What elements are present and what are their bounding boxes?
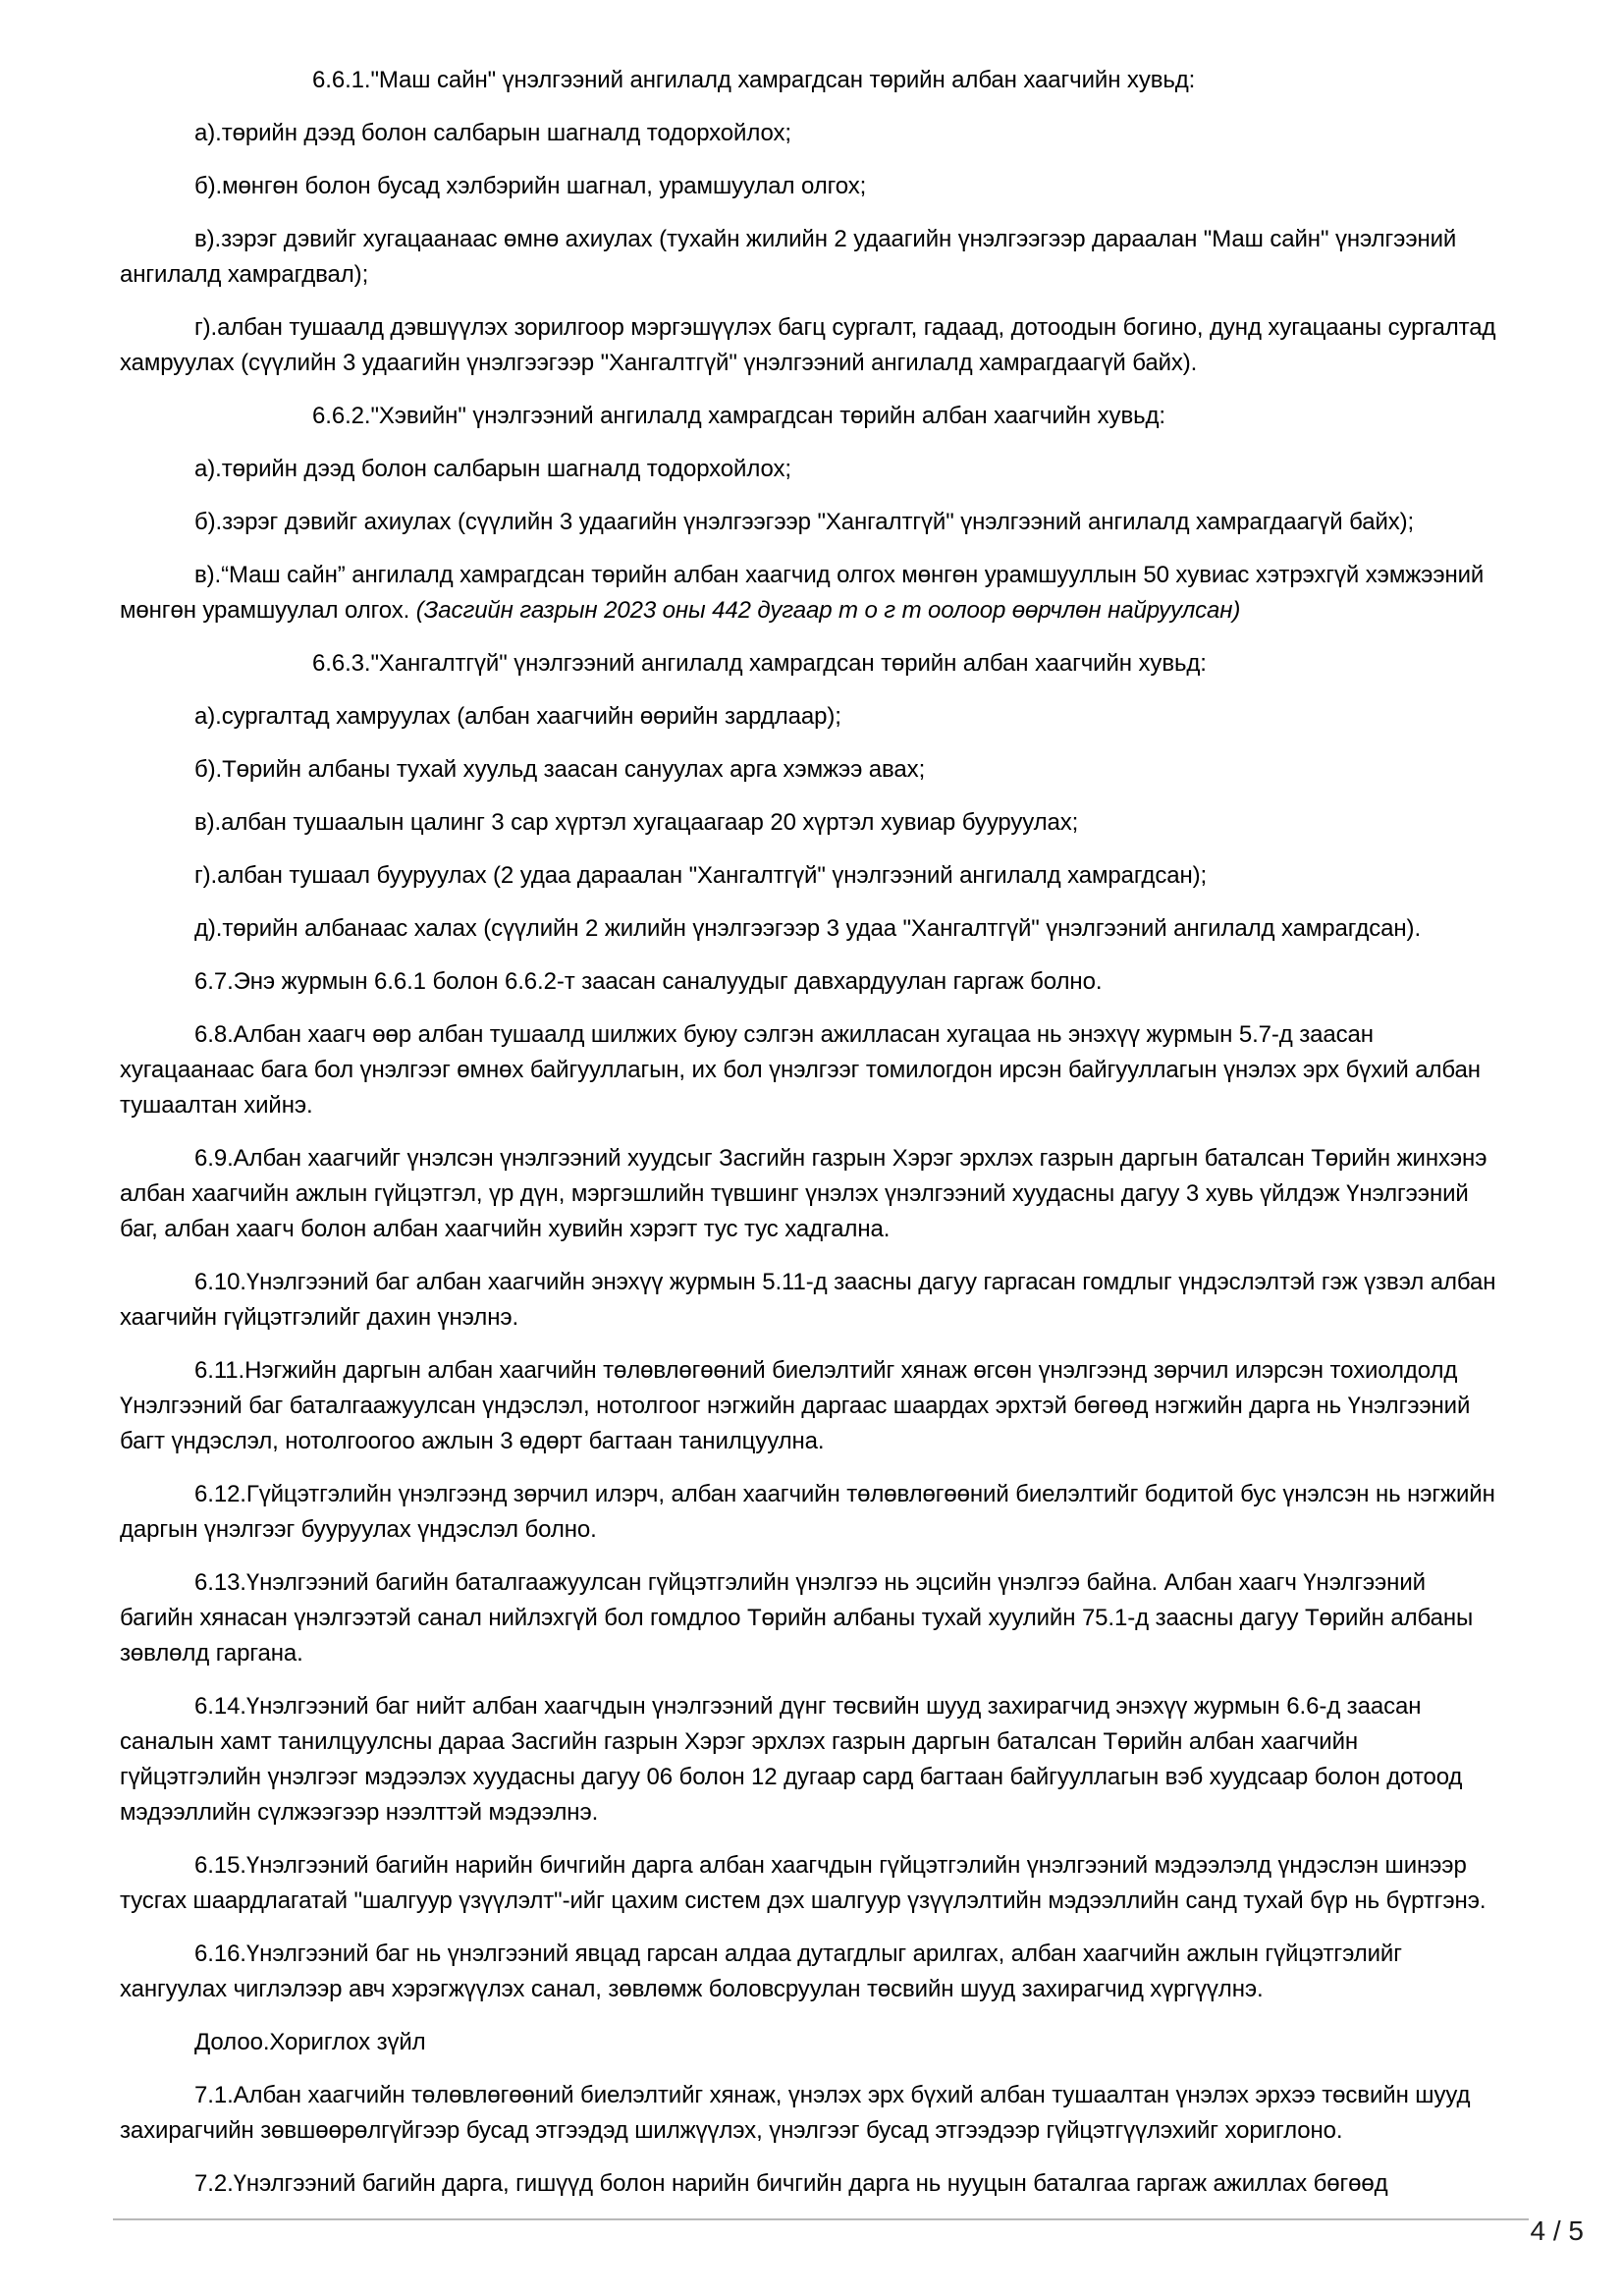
paragraph — [120, 2166, 1502, 2202]
paragraph — [120, 1265, 1502, 1336]
paragraph — [120, 222, 1502, 293]
page-number: 4 / 5 — [1530, 2215, 1584, 2246]
paragraph — [120, 1353, 1502, 1459]
paragraph-text: 7.1.Албан хаагчийн төлөвлөгөөний биелэлтийг хянаж, үнэлэх эрх бүхий албан тушаалтан үнэлэх эрхээ төсвийн шууд захирагчийн зөвшөөрөлгүйгээр бусад этгээдэд шилжүүлэх, үнэлгээг бусад этгээдээр гүйцэтгүүлэхийг хориглоно. — [120, 2082, 1471, 2144]
paragraph-text: д).төрийн албанаас халах (сүүлийн 2 жилийн үнэлгээгээр 3 удаа "Хангалтгүй" үнэлгээний ангилалд хамрагдсан). — [194, 915, 1422, 942]
paragraph-text: 6.9.Албан хаагчийг үнэлсэн үнэлгээний хуудсыг Засгийн газрын Хэрэг эрхлэх газрын даргын баталсан Төрийн жинхэнэ албан хаагчийн ажлын гүйцэтгэл, үр дүн, мэргэшлийн түвшинг үнэлэх үнэлгээний хуудасны дагуу 3 хувь үйлдэж Үнэлгээний баг, албан хаагч болон албан хаагчийн хувийн хэрэгт тус тус хадгална. — [120, 1145, 1487, 1242]
paragraph — [120, 505, 1502, 540]
paragraph-text: Долоо.Хориглох зүйл — [194, 2029, 426, 2055]
paragraph-text: а).төрийн дээд болон салбарын шагналд тодорхойлох; — [194, 120, 791, 146]
paragraph — [120, 752, 1502, 788]
paragraph — [120, 699, 1502, 735]
paragraph-text: 6.13.Үнэлгээний багийн баталгаажуулсан гүйцэтгэлийн үнэлгээ нь эцсийн үнэлгээ байна. Албан хаагч Үнэлгээний багийн хянасан үнэлгээтэй санал нийлэхгүй бол гомдлоо Төрийн албаны тухай хуулийн 75.1-д заасны дагуу Төрийн албаны зөвлөлд гаргана. — [120, 1569, 1474, 1667]
paragraph — [120, 1848, 1502, 1919]
document-content — [120, 63, 1502, 2219]
paragraph — [120, 2078, 1502, 2149]
paragraph — [120, 1141, 1502, 1247]
paragraph — [120, 558, 1502, 629]
footer-divider — [113, 2218, 1529, 2220]
paragraph — [120, 63, 1502, 98]
paragraph — [120, 1477, 1502, 1548]
paragraph-text: 6.6.2."Хэвийн" үнэлгээний ангилалд хамрагдсан төрийн албан хаагчийн хувьд: — [312, 403, 1165, 429]
paragraph-text: в).“Маш сайн” ангилалд хамрагдсан төрийн албан хаагчид олгох мөнгөн урамшууллын 50 хувиас хэтрэхгүй хэмжээний мөнгөн урамшуулал олгох. — [120, 562, 1485, 624]
paragraph-text: б).Төрийн албаны тухай хуульд заасан сануулах арга хэмжээ авах; — [194, 756, 926, 783]
paragraph-text: б).зэрэг дэвийг ахиулах (сүүлийн 3 удаагийн үнэлгээгээр "Хангалтгүй" үнэлгээний ангилалд хамрагдаагүй байх); — [194, 509, 1415, 535]
paragraph-text: б).мөнгөн болон бусад хэлбэрийн шагнал, урамшуулал олгох; — [194, 173, 867, 199]
paragraph-text: г).албан тушаал бууруулах (2 удаа дараалан "Хангалтгүй" үнэлгээний ангилалд хамрагдсан); — [194, 862, 1208, 889]
paragraph — [120, 1689, 1502, 1831]
paragraph — [120, 805, 1502, 841]
paragraph — [120, 911, 1502, 947]
paragraph — [120, 1937, 1502, 2007]
paragraph-text: 6.14.Үнэлгээний баг нийт албан хаагчдын үнэлгээний дүнг төсвийн шууд захирагчид энэхүү журмын 6.6-д заасан саналын хамт танилцуулсны дараа Засгийн газрын Хэрэг эрхлэх газрын даргын баталсан Төрийн албан хаагчийн гүйцэтгэлийн үнэлгээг мэдээлэх хуудасны дагуу 06 болон 12 дугаар сард багтаан байгууллагын вэб хуудсаар болон дотоод мэдээллийн сүлжээгээр нээлттэй мэдээлнэ. — [120, 1693, 1463, 1826]
paragraph-text: 7.2.Үнэлгээний багийн дарга, гишүүд болон нарийн бичгийн дарга нь нууцын баталгаа гаргаж ажиллах бөгөөд — [194, 2170, 1388, 2197]
paragraph — [120, 858, 1502, 894]
paragraph — [120, 116, 1502, 151]
paragraph-text: а).сургалтад хамруулах (албан хаагчийн өөрийн зардлаар); — [194, 703, 841, 730]
paragraph — [120, 1017, 1502, 1123]
paragraph-text: 6.11.Нэгжийн даргын албан хаагчийн төлөвлөгөөний биелэлтийг хянаж өгсөн үнэлгээнд зөрчил илэрсэн тохиолдолд Үнэлгээний баг баталгаажуулсан үндэслэл, нотолгоог нэгжийн даргаас шаардах эрхтэй бөгөөд нэгжийн дарга нь Үнэлгээний багт үндэслэл, нотолгоогоо ажлын 3 өдөрт багтаан танилцуулна. — [120, 1357, 1471, 1454]
paragraph — [120, 2025, 1502, 2060]
paragraph-text: 6.6.3."Хангалтгүй" үнэлгээний ангилалд хамрагдсан төрийн албан хаагчийн хувьд: — [312, 650, 1207, 677]
paragraph-text: в).зэрэг дэвийг хугацаанаас өмнө ахиулах (тухайн жилийн 2 удаагийн үнэлгээгээр дараалан "Маш сайн" үнэлгээний ангилалд хамрагдвал); — [120, 226, 1457, 288]
paragraph — [120, 964, 1502, 1000]
paragraph — [120, 399, 1502, 434]
paragraph-text: 6.7.Энэ журмын 6.6.1 болон 6.6.2-т заасан саналуудыг давхардуулан гаргаж болно. — [194, 968, 1103, 995]
amendment-note: (Засгийн газрын 2023 оны 442 дугаар т о г т оолоор өөрчлөн найруулсан) — [415, 597, 1241, 624]
paragraph — [120, 452, 1502, 487]
paragraph-text: г).албан тушаалд дэвшүүлэх зорилгоор мэргэшүүлэх багц сургалт, гадаад, дотоодын богино, дунд хугацааны сургалтад хамруулах (сүүлийн 3 удаагийн үнэлгээгээр "Хангалтгүй" үнэлгээний ангилалд хамрагдаагүй байх). — [120, 314, 1496, 376]
paragraph-text: 6.12.Гүйцэтгэлийн үнэлгээнд зөрчил илэрч, албан хаагчийн төлөвлөгөөний биелэлтийг бодитой бус үнэлсэн нь нэгжийн даргын үнэлгээг бууруулах үндэслэл болно. — [120, 1481, 1495, 1543]
paragraph — [120, 646, 1502, 682]
paragraph-text: 6.10.Үнэлгээний баг албан хаагчийн энэхүү журмын 5.11-д заасны дагуу гаргасан гомдлыг үндэслэлтэй гэж үзвэл албан хаагчийн гүйцэтгэлийг дахин үнэлнэ. — [120, 1269, 1496, 1331]
paragraph-text: а).төрийн дээд болон салбарын шагналд тодорхойлох; — [194, 456, 791, 482]
paragraph — [120, 169, 1502, 204]
paragraph-text: в).албан тушаалын цалинг 3 сар хүртэл хугацаагаар 20 хүртэл хувиар бууруулах; — [194, 809, 1079, 836]
paragraph — [120, 1565, 1502, 1671]
paragraph-text: 6.6.1."Маш сайн" үнэлгээний ангилалд хамрагдсан төрийн албан хаагчийн хувьд: — [312, 67, 1196, 93]
paragraph — [120, 310, 1502, 381]
paragraph-text: 6.15.Үнэлгээний багийн нарийн бичгийн дарга албан хаагчдын гүйцэтгэлийн үнэлгээний мэдээлэлд үндэслэн шинээр тусгах шаардлагатай "шалгуур үзүүлэлт"-ийг цахим систем дэх шалгуур үзүүлэлтийн мэдээллийн санд тухай бүр нь бүртгэнэ. — [120, 1852, 1487, 1914]
paragraph-text: 6.8.Албан хаагч өөр албан тушаалд шилжих буюу сэлгэн ажилласан хугацаа нь энэхүү журмын 5.7-д заасан хугацаанаас бага бол үнэлгээг өмнөх байгууллагын, их бол үнэлгээг томилогдон ирсэн байгууллагын үнэлэх эрх бүхий албан тушаалтан хийнэ. — [120, 1021, 1481, 1119]
paragraph-text: 6.16.Үнэлгээний баг нь үнэлгээний явцад гарсан алдаа дутагдлыг арилгах, албан хаагчийн ажлын гүйцэтгэлийг хангуулах чиглэлээр авч хэрэгжүүлэх санал, зөвлөмж боловсруулан төсвийн шууд захирагчид хүргүүлнэ. — [120, 1941, 1402, 2002]
